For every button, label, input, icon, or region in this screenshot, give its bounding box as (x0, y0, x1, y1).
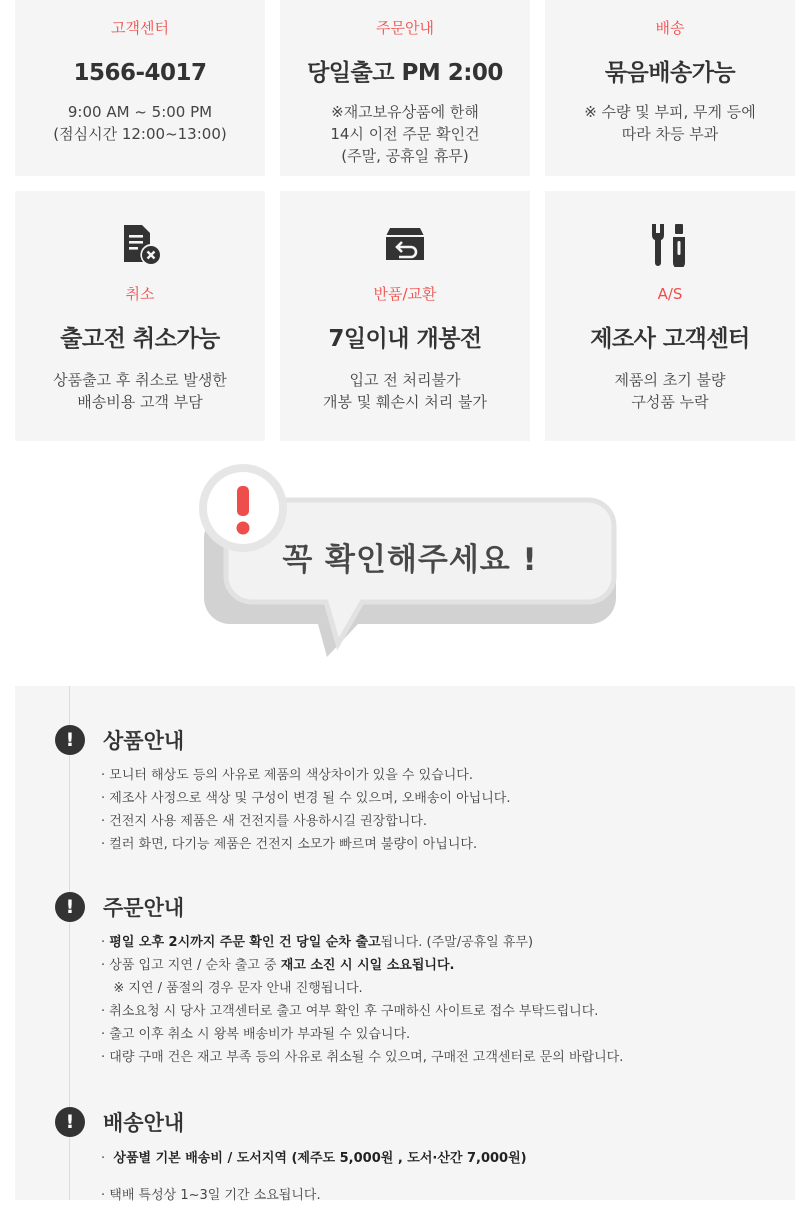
section-header-shipping (55, 1107, 184, 1137)
card-title: 당일출고 PM 2:00 (307, 60, 503, 86)
card-title: 묶음배송가능 (604, 60, 736, 86)
card-title: 제조사 고객센터 (590, 326, 750, 352)
list-item: · 건전지 사용 제품은 새 건전지를 사용하시길 권장합니다. (101, 814, 428, 829)
card-label: 고객센터 (111, 19, 169, 37)
list-item: · 평일 오후 2시까지 주문 확인 건 당일 순차 출고됩니다. (주말/공휴일 휴무) (101, 935, 534, 950)
list-item: · 취소요청 시 당사 고객센터로 출고 여부 확인 후 구매하신 사이트로 접수 부탁드립니다. (101, 1004, 599, 1019)
list-item: · 출고 이후 취소 시 왕복 배송비가 부과될 수 있습니다. (101, 1027, 411, 1042)
as-card (545, 191, 795, 441)
customer-center-card (15, 0, 265, 176)
section-title: 상품안내 (103, 729, 185, 753)
list-item: · 대량 구매 건은 재고 부족 등의 사유로 취소될 수 있으며, 구매전 고객센터로 문의 바랍니다. (101, 1050, 624, 1065)
card-label: 배송 (655, 19, 685, 37)
check-notice-bubble (190, 462, 630, 662)
card-desc (280, 101, 530, 167)
card-desc (545, 369, 795, 413)
section-list-shipping (101, 1147, 527, 1207)
cancel-card (15, 191, 265, 441)
return-box-icon (380, 219, 430, 269)
card-desc-line: 따라 차등 부과 (621, 125, 719, 143)
section-list-order (101, 931, 623, 1069)
list-item: · 택배 특성상 1~3일 기간 소요됩니다. (101, 1188, 321, 1203)
card-desc (545, 101, 795, 145)
shipping-card (545, 0, 795, 176)
card-desc (15, 369, 265, 413)
card-desc-line: 배송비용 고객 부담 (77, 393, 203, 411)
section-list-product (101, 764, 510, 856)
card-desc-line: ※재고보유상품에 한해 (331, 103, 479, 121)
card-desc-line: 제품의 초기 불량 (614, 371, 726, 389)
list-item: · 상품별 기본 배송비 / 도서지역 (제주도 5,000원 , 도서·산간 7,000원) (101, 1151, 527, 1166)
card-title: 출고전 취소가능 (60, 326, 220, 352)
card-desc-line: ※ 수량 및 부피, 무게 등에 (584, 103, 756, 121)
card-title: 1566-4017 (73, 60, 207, 86)
card-desc-line: 상품출고 후 취소로 발생한 (53, 371, 227, 389)
bubble-title: 꼭 확인해주세요 ! (282, 542, 538, 578)
section-title: 배송안내 (103, 1111, 185, 1135)
card-desc-line: 구성품 누락 (631, 393, 709, 411)
card-title: 7일이내 개봉전 (328, 326, 482, 352)
order-info-card (280, 0, 530, 176)
section-header-order (55, 892, 184, 922)
card-desc-line: 14시 이전 주문 확인건 (330, 125, 480, 143)
list-item: · 모니터 해상도 등의 사유로 제품의 색상차이가 있을 수 있습니다. (101, 768, 473, 783)
list-item: · 컬러 화면, 다기능 제품은 건전지 소모가 빠르며 불량이 아닙니다. (101, 837, 478, 852)
list-item: · 상품 입고 지연 / 순차 출고 중 재고 소진 시 시일 소요됩니다. (101, 958, 455, 973)
card-desc-line: (주말, 공휴일 휴무) (341, 147, 469, 165)
card-label: 반품/교환 (373, 285, 437, 303)
exclamation-circle-icon: ! (55, 892, 85, 922)
return-card (280, 191, 530, 441)
list-item: · 제조사 사정으로 색상 및 구성이 변경 될 수 있으며, 오배송이 아닙니다. (101, 791, 511, 806)
card-desc-line: 개봉 및 훼손시 처리 불가 (323, 393, 487, 411)
tools-icon (645, 219, 695, 269)
list-item: ※ 지연 / 품절의 경우 문자 안내 진행됩니다. (101, 981, 363, 996)
exclamation-circle-icon: ! (55, 1107, 85, 1137)
card-desc-line: 9:00 AM ~ 5:00 PM (67, 103, 213, 121)
section-title: 주문안내 (103, 896, 185, 920)
card-desc (280, 369, 530, 413)
card-label: 취소 (125, 285, 155, 303)
exclamation-icon (237, 486, 249, 516)
card-label: 주문안내 (376, 19, 434, 37)
card-desc-line: (점심시간 12:00~13:00) (53, 125, 227, 143)
exclamation-circle-icon: ! (55, 725, 85, 755)
card-desc-line: 입고 전 처리불가 (349, 371, 461, 389)
document-cancel-icon (115, 219, 165, 269)
card-label: A/S (657, 285, 683, 303)
notice-panel (15, 686, 795, 1203)
section-header-product (55, 725, 184, 755)
card-desc (15, 101, 265, 145)
